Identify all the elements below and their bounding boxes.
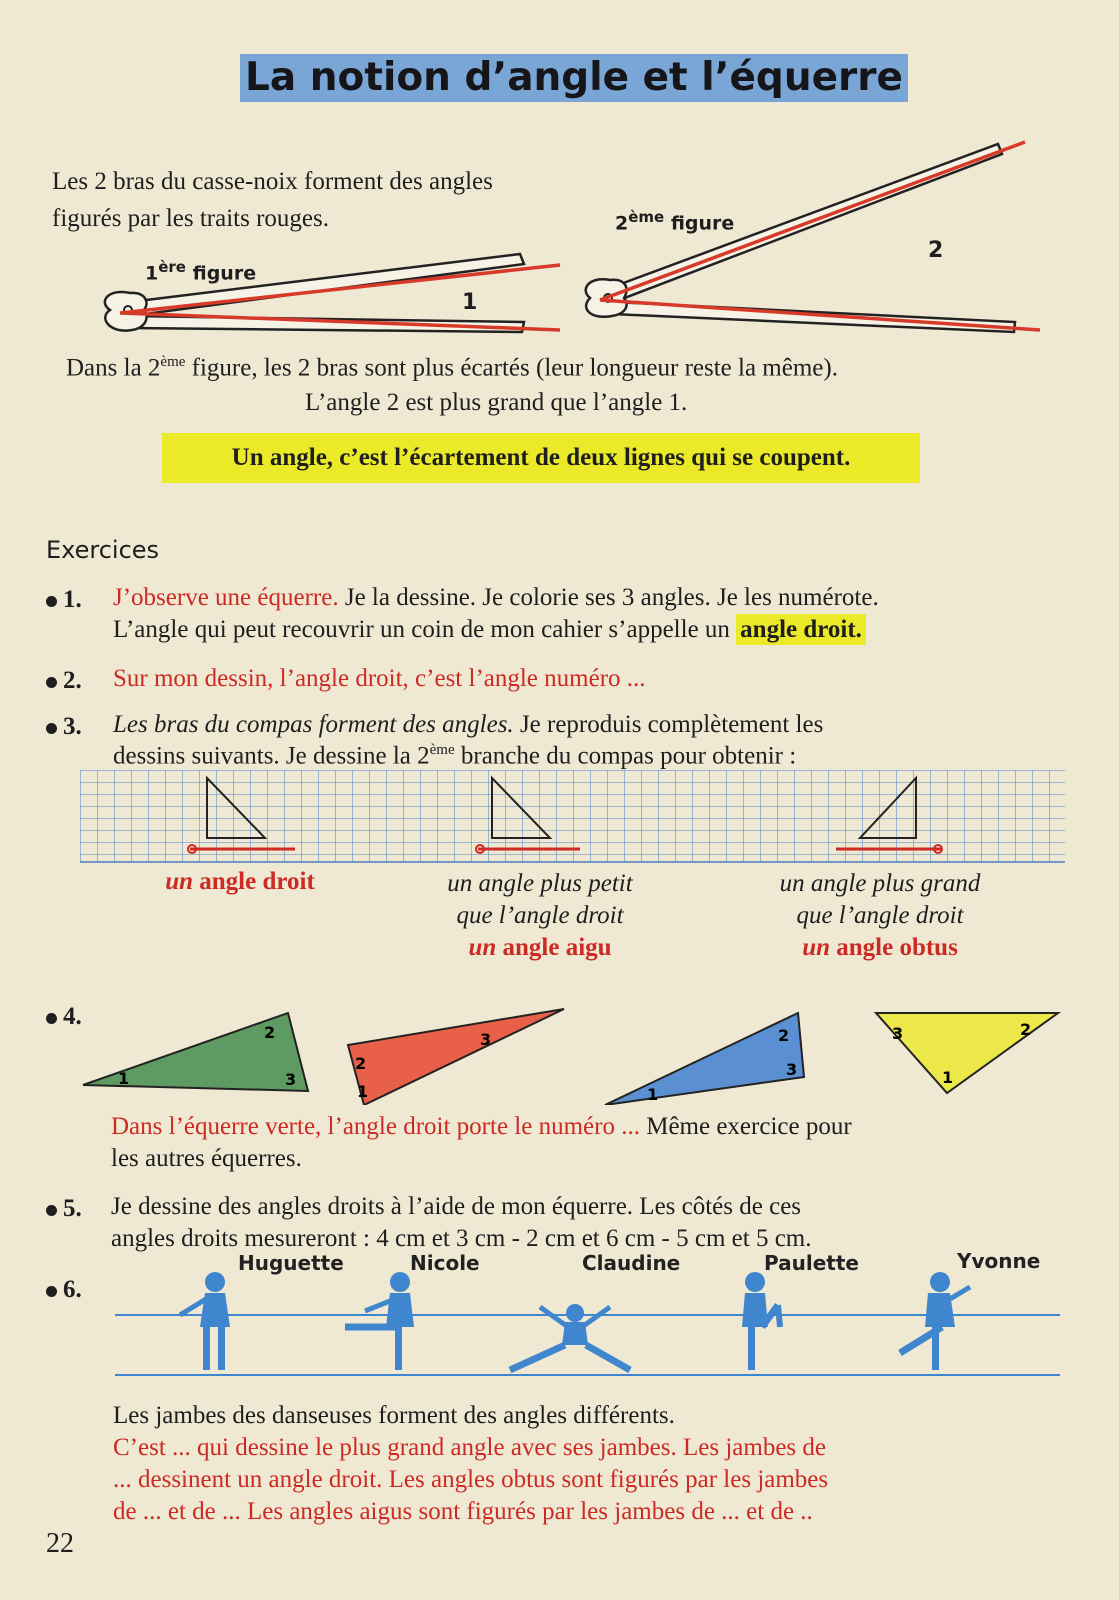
nutcracker-figure-2 (586, 142, 1040, 332)
dancer-name-claudine: Claudine (582, 1251, 681, 1275)
green-label-3: 3 (285, 1070, 297, 1089)
dancer-name-yvonne: Yvonne (957, 1249, 1041, 1273)
intro-line-2: figurés par les traits rouges. (52, 205, 330, 232)
dancer-yvonne (900, 1272, 970, 1370)
exercise-5-number: 5. (46, 1195, 82, 1223)
dancer-name-huguette: Huguette (238, 1251, 344, 1275)
green-label-1: 1 (118, 1069, 130, 1088)
set-squares (80, 1005, 1080, 1105)
blue-set-square (605, 1013, 804, 1105)
dancer-paulette (742, 1272, 780, 1370)
nutcracker-figures (90, 130, 1060, 350)
blue-label-1: 1 (647, 1085, 659, 1104)
intro-compare: Dans la 2ème figure, les 2 bras sont plus écartés (leur longueur reste la même). (66, 354, 838, 382)
exercise-6-red-1: C’est ... qui dessine le plus grand angle avec ses jambes. Les jambes de (113, 1434, 827, 1461)
blue-label-2: 2 (778, 1026, 790, 1045)
page-number: 22 (46, 1528, 74, 1559)
caption-obtuse-angle: un angle plus grand que l’angle droit un angle obtus (779, 870, 981, 961)
exercise-5-line-1: Je dessine des angles droits à l’aide de mon équerre. Les côtés de ces (111, 1193, 802, 1220)
red-label-1: 1 (357, 1082, 369, 1101)
blue-label-3: 3 (786, 1060, 798, 1079)
exercise-1-number: 1. (46, 586, 82, 614)
figure-2-number: 2 (928, 238, 944, 263)
dancers-illustration (110, 1265, 1070, 1385)
exercise-1-line-1: J’observe une équerre. Je la dessine. Je colorie ses 3 angles. Je les numérote. (113, 584, 879, 611)
yellow-label-3: 3 (892, 1024, 904, 1043)
dancer-nicole (345, 1272, 414, 1370)
intro-compare-2: L’angle 2 est plus grand que l’angle 1. (305, 389, 688, 416)
red-label-2: 2 (355, 1054, 367, 1073)
definition-box: Un angle, c’est l’écartement de deux lignes qui se coupent. (162, 433, 920, 483)
green-set-square (83, 1013, 308, 1091)
caption-acute-angle: un angle plus petit que l’angle droit un angle aigu (447, 870, 633, 961)
yellow-label-2: 2 (1020, 1020, 1032, 1039)
exercise-6-red-3: de ... et de ... Les angles aigus sont figurés par les jambes de ... et de .. (113, 1498, 813, 1525)
exercise-6-line-1: Les jambes des danseuses forment des angles différents. (113, 1402, 675, 1429)
exercise-5-line-2: angles droits mesureront : 4 cm et 3 cm - 2 cm et 6 cm - 5 cm et 5 cm. (111, 1225, 812, 1252)
dancer-huguette (180, 1272, 230, 1370)
figure-1-number: 1 (462, 290, 478, 315)
figure-1-label: 1ère figure (145, 258, 257, 285)
red-set-square (348, 1009, 564, 1105)
compass-grid (80, 770, 1065, 865)
exercise-2-text: Sur mon dessin, l’angle droit, c’est l’angle numéro ... (113, 665, 646, 692)
page-title: La notion d’angle et l’équerre (240, 54, 908, 102)
exercise-1-line-2: L’angle qui peut recouvrir un coin de mon cahier s’appelle un angle droit. (113, 616, 866, 644)
exercises-heading: Exercices (46, 536, 160, 564)
angle-droit-highlight: angle droit. (736, 614, 866, 645)
exercise-4-line-1: Dans l’équerre verte, l’angle droit porte le numéro ... Même exercice pour (111, 1113, 852, 1140)
dancer-name-paulette: Paulette (764, 1251, 859, 1275)
exercise-3-line-1: Les bras du compas forment des angles. Je reproduis complètement les (113, 711, 824, 738)
exercise-4-number: 4. (46, 1003, 82, 1031)
intro-line-1: Les 2 bras du casse-noix forment des angles (52, 168, 493, 195)
yellow-label-1: 1 (942, 1068, 954, 1087)
exercise-4-line-2: les autres équerres. (111, 1145, 302, 1172)
green-label-2: 2 (264, 1023, 276, 1042)
dancer-claudine (510, 1304, 630, 1370)
exercise-6-number: 6. (46, 1276, 82, 1304)
exercise-6-red-2: ... dessinent un angle droit. Les angles obtus sont figurés par les jambes (113, 1466, 829, 1493)
yellow-set-square (876, 1013, 1058, 1093)
caption-right-angle: un angle droit (165, 868, 315, 895)
exercise-3-line-2: dessins suivants. Je dessine la 2ème branche du compas pour obtenir : (113, 742, 797, 770)
dancer-name-nicole: Nicole (410, 1251, 480, 1275)
exercise-3-number: 3. (46, 713, 82, 741)
figure-2-label: 2ème figure (615, 208, 735, 235)
exercise-2-number: 2. (46, 667, 82, 695)
red-label-3: 3 (480, 1030, 492, 1049)
